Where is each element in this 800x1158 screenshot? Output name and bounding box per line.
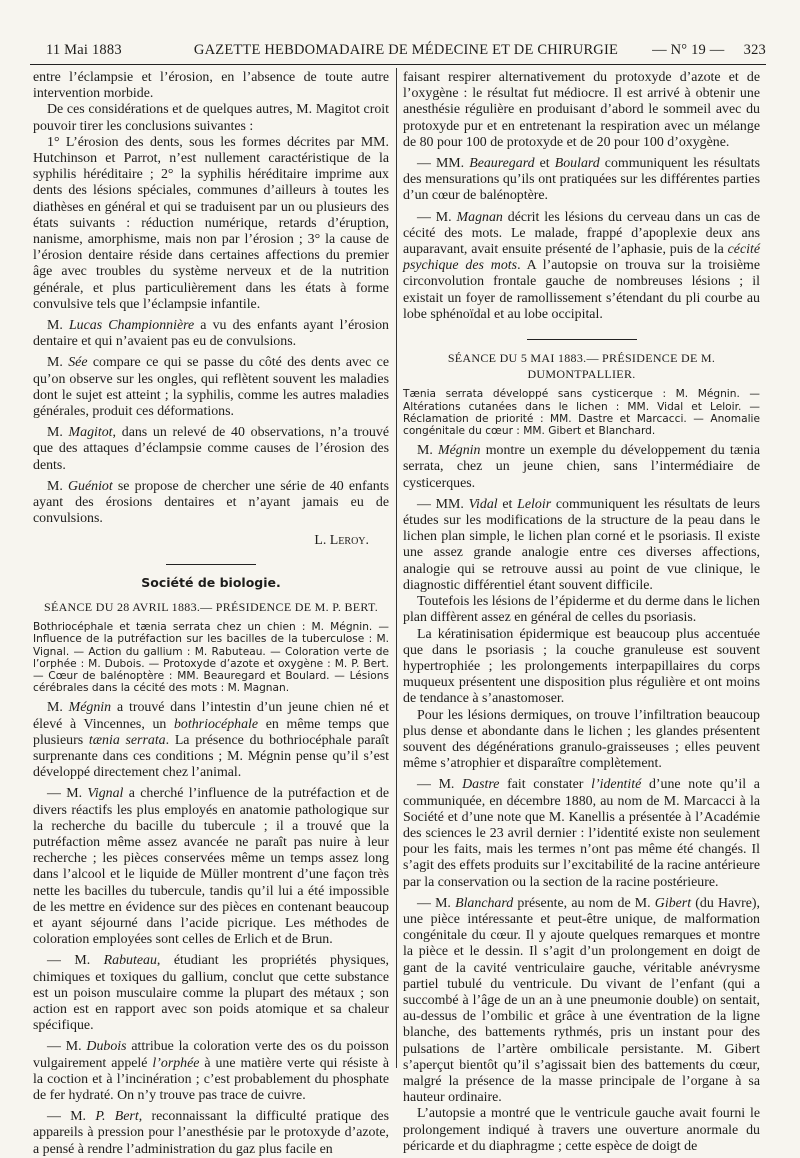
italic-term: l’identité <box>591 777 642 793</box>
speaker-name: Gibert <box>654 895 692 911</box>
paragraph-text: . La présence du bothriocéphale paraît surprenante dans ces conditions ; M. Mégnin pense qu’il s’est développé directement chez l’animal. <box>33 732 389 781</box>
speaker-name: Leloir <box>517 496 552 512</box>
speaker-name: Guéniot <box>67 478 113 494</box>
speaker-name: Vignal <box>87 786 124 802</box>
speaker-name: Beauregard <box>469 156 535 172</box>
paragraph: M. Guéniot se propose de chercher une série de 40 enfants ayant des érosions dentaires et n’ayant jamais eu de convulsions. <box>33 478 390 527</box>
paragraph-text: . A l’autopsie on trouva sur la troisième circonvolution frontale gauche de nombreuses lésions ; il existait un foyer de ramollissement s’étendant du pli courbe au lobe sphénoïdal et au lobe occipital. <box>403 258 761 322</box>
speaker-name: Dubois <box>86 1039 127 1055</box>
paragraph: De ces considérations et de quelques autres, M. Magitot croit pouvoir tirer les conclusions suivantes : <box>33 102 389 134</box>
paragraph-text: à une matière verte qui résiste à la coction et à l’incinération ; c’est probablement du phosphate de fer hydraté. On n’y trouve pas trace de cuivre. <box>33 1055 389 1103</box>
paragraph: La kératinisation épidermique est beaucoup plus accentuée que dans le psoriasis ; la couche granuleuse est souvent hypertrophiée ; les prolongements interpapillaires du corps muqueux présentent une disposition plus régulière et ont moins de tendance à s’anastomoser. <box>403 626 760 707</box>
speaker-name: Vidal <box>468 496 498 512</box>
paragraph-text: présente, au nom de M. <box>513 895 655 911</box>
column-divider <box>396 68 397 1068</box>
italic-term: bothriocéphale <box>173 716 259 732</box>
speaker-name: Boulard <box>554 156 600 172</box>
paragraph: — M. Rabuteau, étudiant les propriétés physiques, chimiques et toxiques du gallium, conclut que cette substance est un poison musculaire comme la plupart des métaux ; son action est en rapport avec son poids atomique et sa chaleur spécifique. <box>33 953 389 1034</box>
paragraph-text: se propose de chercher une série de 40 enfants ayant des érosions dentaires et n’ayant jamais eu de convulsions. <box>33 478 390 527</box>
italic-term: cécité psychique des mots <box>403 242 760 274</box>
seance-summary: Bothriocéphale et tænia serrata chez un chien : M. Mégnin. — Influence de la putréfaction sur les bacilles de la tuberculose : M. Vignal. — Action du gallium : M. Rabuteau. — Coloration verte de l’orphée : M. Dubois. — Protoxyde d’azote et oxygène : M. P. Bert. — Cœur de balénoptère : MM. Beauregard et Boulard. — Lésions cérébrales dans la cécité des mots : M. Magnan. <box>33 621 389 695</box>
paragraph: — M. Magnan décrit les lésions du cerveau dans un cas de cécité des mots. Le malade, frappé d’apoplexie deux ans auparavant, avait ensuite présenté de l’aphasie, puis de la cécité psychique des mots. A l’autopsie on trouva sur la troisième circonvolution frontale gauche de nombreuses lésions ; il existait un foyer de ramollissement s’étendant du pli courbe au lobe sphénoïdal et au lobe occipital. <box>403 209 761 322</box>
issue-date: 11 Mai 1883 <box>46 42 122 58</box>
paragraph: M. Sée compare ce qui se passe du côté des dents avec ce qu’on observe sur les ongles, qui reflètent souvent les maladies dont le sujet est atteint ; la syphilis, comme les autres maladies générales, produit ces déformations. <box>33 355 390 420</box>
seance-heading: SÉANCE DU 28 AVRIL 1883.— PRÉSIDENCE DE M. P. BERT. <box>43 599 379 614</box>
speaker-name: Rabuteau <box>103 953 157 969</box>
paragraph-text: compare ce qui se passe du côté des dents avec ce qu’on observe sur les ongles, qui reflètent souvent les maladies dont le sujet est atteint ; la syphilis, comme les autres maladies générales, produit ces déformations. <box>33 355 390 420</box>
paragraph: — M. Dastre fait constater l’identité d’une note qu’il a communiquée, en décembre 1880, au nom de M. Marcacci à la Société et d’une note que M. Kanellis a présentée à l’Académie des sciences le 23 avril dernier : l’identité existe non seulement pour les faits, mais les termes n’ont pas même été changés. Il s’agit des effets produits sur l’excitabilité de la racine antérieure par la conservation ou la section de la racine postérieure. <box>403 777 760 890</box>
paragraph: — M. Blanchard présente, au nom de M. Gibert (du Havre), une pièce intéressante et peut-être unique, de malformation congénitale du cœur. Il y ajoute quelques remarques et montre la pièce et le dessin. Il s’agit d’un prolongement en doigt de gant de la cavité ventriculaire gauche, véritable anévrysme partiel tubulé du ventricule. Du vivant de l’enfant (qui a succombé à l’âge de un an à une pneumonie double) on sentait, au-dessus de l’ombilic et grâce à une éventration de la ligne blanche, des battements rythmés, pris un instant pour des pulsations de l’artère ombilicale persistante. M. Gibert s’aperçut bientôt qu’il s’agissait bien des battements du cœur, malgré la présence de la masse principale de l’organe à sa hauteur ordinaire. <box>403 895 760 1106</box>
paragraph-text: communiquent les résultats des mensurations qu’ils ont pratiquées sur les différentes parties d’un cœur de balénoptère. <box>403 156 760 204</box>
issue-number-and-page <box>652 42 766 59</box>
paragraph: 1° L’érosion des dents, sous les formes décrites par MM. Hutchinson et Parrot, n’est nullement caractéristique de la syphilis héréditaire ; 2° la syphilis héréditaire imprime aux dents des lésions spéciales, communes d’ailleurs à toutes les diathèses en général et qui se traduisent par un ou plusieurs des états suivants : réduction numérique, retards d’éruption, nanisme, amorphisme, mais non par l’érosion ; 3° la cause de l’érosion dentaire réside dans certaines affections du premier âge avec troubles du système nerveux et de la nutrition générale, et plus particulièrement dans les états à forme convulsive tels que l’éclampsie infantile. <box>33 134 389 312</box>
section-separator <box>166 564 256 565</box>
page-number: 323 <box>743 42 766 58</box>
paragraph-text: d’une note qu’il a communiquée, en décembre 1880, au nom de M. Marcacci à la Société et d’une note que M. Kanellis a présentée à l’Académie des sciences le 23 avril dernier : l’identité existe non seulement pour les faits, mais les termes n’ont pas même été changés. Il s’agit des effets produits sur l’excitabilité de la racine antérieure par la conservation ou la section de la racine postérieure. <box>403 777 760 890</box>
paragraph-text: , dans un relevé de 40 observations, n’a trouvé que des attaques d’éclampsie comme causes de l’érosion des dents. <box>33 425 389 473</box>
speaker-name: Magnan <box>456 209 503 225</box>
paragraph-text: a vu des enfants ayant l’érosion dentaire et qui n’avaient pas eu de convulsions. <box>33 318 390 350</box>
paragraph-text: montre un exemple du développement du tænia serrata, chez un jeune chien, sans l’intermédiaire de cysticerques. <box>403 443 761 491</box>
paragraph-text: attribue la coloration verte des os du poisson vulgairement appelé <box>33 1039 389 1071</box>
paragraph-text: (du Havre), une pièce intéressante et peut-être unique, de malformation congénitale du cœur. Il y ajoute quelques remarques et montre la pièce et le dessin. Il s’agit d’un prolongement en doigt de gant de la cavité ventriculaire gauche, véritable anévrysme partiel tubulé du ventricule. Du vivant de l’enfant (qui a succombé à l’âge de un an à une pneumonie double) on sentait, au-dessus de l’ombilic et grâce à une éventration de la ligne blanche, des battements rythmés, pris un instant pour des pulsations de l’artère ombilicale persistante. M. Gibert s’aperçut bientôt qu’il s’agissait bien des battements du cœur, malgré la présence de la masse principale de l’organe à sa hauteur ordinaire. <box>403 895 760 1106</box>
paragraph-text: a cherché l’influence de la putréfaction et de divers réactifs les plus employés en anatomie pathologique sur la recherche du bacille du tubercule ; il a trouvé que la putréfaction même assez avancée ne paraît pas nuire à leur recherche ; les pièces conservées même un temps assez long dans l’alcool et le liquide de Müller montrent d’une façon très nette les bacilles du tubercule, tandis qu’il lui a été impossible de les mettre en évidence sur des pièces en contenant beaucoup et ayant séjourné dans l’acide picrique. Les méthodes de coloration employées sont celles de Erlich et de Brun. <box>33 786 389 948</box>
paragraph: M. Lucas Championnière a vu des enfants ayant l’érosion dentaire et qui n’avaient pas eu de convulsions. <box>33 318 390 350</box>
paragraph-text: en même temps que plusieurs <box>33 716 389 748</box>
paragraph: — M. P. Bert, reconnaissant la difficulté pratique des appareils à pression pour l’anesthésie par le protoxyde d’azote, a pensé à rendre l’administration du gaz plus facile en <box>33 1109 389 1157</box>
speaker-name: P. Bert <box>95 1109 139 1125</box>
paragraph: — M. Vignal a cherché l’influence de la putréfaction et de divers réactifs les plus employés en anatomie pathologique sur la recherche du bacille du tubercule ; il a trouvé que la putréfaction même assez avancée ne paraît pas nuire à leur recherche ; les pièces conservées même un temps assez long dans l’alcool et le liquide de Müller montrent d’une façon très nette les bacilles du tubercule, tandis qu’il lui a été impossible de les mettre en évidence sur des pièces en contenant beaucoup et ayant séjourné dans l’acide picrique. Les méthodes de coloration employées sont celles de Erlich et de Brun. <box>33 786 389 948</box>
journal-title: GAZETTE HEBDOMADAIRE DE MÉDECINE ET DE CHIRURGIE <box>193 42 619 58</box>
page-header <box>46 42 766 62</box>
speaker-name: Mégnin <box>68 700 112 716</box>
paragraph-text: fait constater <box>499 777 592 793</box>
paragraph: Toutefois les lésions de l’épiderme et du derme dans le lichen plan diffèrent assez en général de celles du psoriasis. <box>403 594 760 626</box>
paragraph: M. Mégnin a trouvé dans l’intestin d’un jeune chien né et élevé à Vincennes, un bothriocéphale en même temps que plusieurs tænia serrata. La présence du bothriocéphale paraît surprenante dans ces conditions ; M. Mégnin pense qu’il s’est développé directement chez l’animal. <box>33 700 389 781</box>
paragraph: — MM. Vidal et Leloir communiquent les résultats de leurs études sur les modifications de la structure de la peau dans le lichen plan simple, le lichen plan corné et le psoriasis. Il existe une assez grande analogie entre ces diverses affections, analogie qui se retrouve aussi au point de vue clinique, le diagnostic différentiel étant souvent difficile. <box>403 496 760 593</box>
issue-number: — N° 19 — <box>652 42 725 58</box>
author-signature: L. Leroy. <box>314 533 369 549</box>
right-column <box>403 70 760 1155</box>
italic-term: tænia serrata <box>88 732 166 748</box>
paragraph-text: communiquent les résultats de leurs études sur les modifications de la structure de la peau dans le lichen plan simple, le lichen plan corné et le psoriasis. Il existe une assez grande analogie entre ces diverses affections, analogie qui se retrouve aussi au point de vue clinique, le diagnostic différentiel étant souvent difficile. <box>403 496 760 593</box>
paragraph-text: , étudiant les propriétés physiques, chimiques et toxiques du gallium, conclut que cette substance est un poison musculaire comme la plupart des métaux ; son action est en rapport avec son poids atomique et sa chaleur spécifique. <box>33 953 389 1034</box>
speaker-name: Mégnin <box>438 443 481 459</box>
paragraph-text: , reconnaissant la difficulté pratique des appareils à pression pour l’anesthésie par le protoxyde d’azote, a pensé à rendre l’administration du gaz plus facile en <box>33 1109 389 1157</box>
speaker-name: Sée <box>68 355 88 371</box>
paragraph: M. Magitot, dans un relevé de 40 observations, n’a trouvé que des attaques d’éclampsie comme causes de l’érosion des dents. <box>33 425 389 473</box>
paragraph: Pour les lésions dermiques, on trouve l’infiltration beaucoup plus dense et abondante dans le lichen ; les glandes présentent souvent des dégénérations granulo-graisseuses ; elles peuvent même s’atrophier et disparaître complètement. <box>403 707 760 772</box>
speaker-name: Dastre <box>462 777 500 793</box>
paragraph: M. Mégnin montre un exemple du développement du tænia serrata, chez un jeune chien, sans l’intermédiaire de cysticerques. <box>403 443 761 491</box>
seance-heading: SÉANCE DU 5 MAI 1883.— PRÉSIDENCE DE M. DUMONTPALLIER. <box>447 351 716 382</box>
paragraph-text: décrit les lésions du cerveau dans un cas de cécité des mots. Le malade, frappé d’apoplexie deux ans auparavant, avait ensuite présenté de l’aphasie, puis de la <box>403 209 760 258</box>
left-column <box>33 70 389 1158</box>
header-rule <box>30 64 766 65</box>
seance-summary: Tænia serrata développé sans cysticerque : M. Mégnin. — Altérations cutanées dans le lichen : MM. Vidal et Leloir. — Réclamation de priorité : MM. Dastre et Marcacci. — Anomalie congénitale du cœur : MM. Gibert et Blanchard. <box>403 388 760 438</box>
speaker-name: Magitot <box>68 425 113 441</box>
paragraph-text: a trouvé dans l’intestin d’un jeune chien né et élevé à Vincennes, un <box>33 700 389 732</box>
section-separator <box>527 339 637 340</box>
paragraph: — MM. Beauregard et Boulard communiquent les résultats des mensurations qu’ils ont pratiquées sur les différentes parties d’un cœur de balénoptère. <box>403 156 760 204</box>
paragraph: — M. Dubois attribue la coloration verte des os du poisson vulgairement appelé l’orphée à une matière verte qui résiste à la coction et à l’incinération ; c’est probablement du phosphate de fer hydraté. On n’y trouve pas trace de cuivre. <box>33 1039 389 1103</box>
speaker-name: Lucas Championnière <box>68 318 195 334</box>
paragraph: entre l’éclampsie et l’érosion, en l’absence de toute autre intervention morbide. <box>33 70 389 102</box>
paragraph-text: et <box>534 156 555 172</box>
speaker-name: Blanchard <box>455 895 514 911</box>
italic-term: l’orphée <box>152 1055 200 1071</box>
paragraph: L’autopsie a montré que le ventricule gauche avait fourni le prolongement indiqué à travers une ouverture anormale du péricarde et du diaphragme ; cette espèce de doigt de <box>403 1106 760 1154</box>
society-heading: Société de biologie. <box>141 574 281 590</box>
paragraph: faisant respirer alternativement du protoxyde d’azote et de l’oxygène : le résultat fut médiocre. Il est arrivé à obtenir une anesthésie régulière en produisant d’abord le sommeil avec du protoxyde pur et en entretenant la respiration avec un mélange de 80 pour 100 de protoxyde et de 20 pour 100 d’oxygène. <box>403 70 760 150</box>
